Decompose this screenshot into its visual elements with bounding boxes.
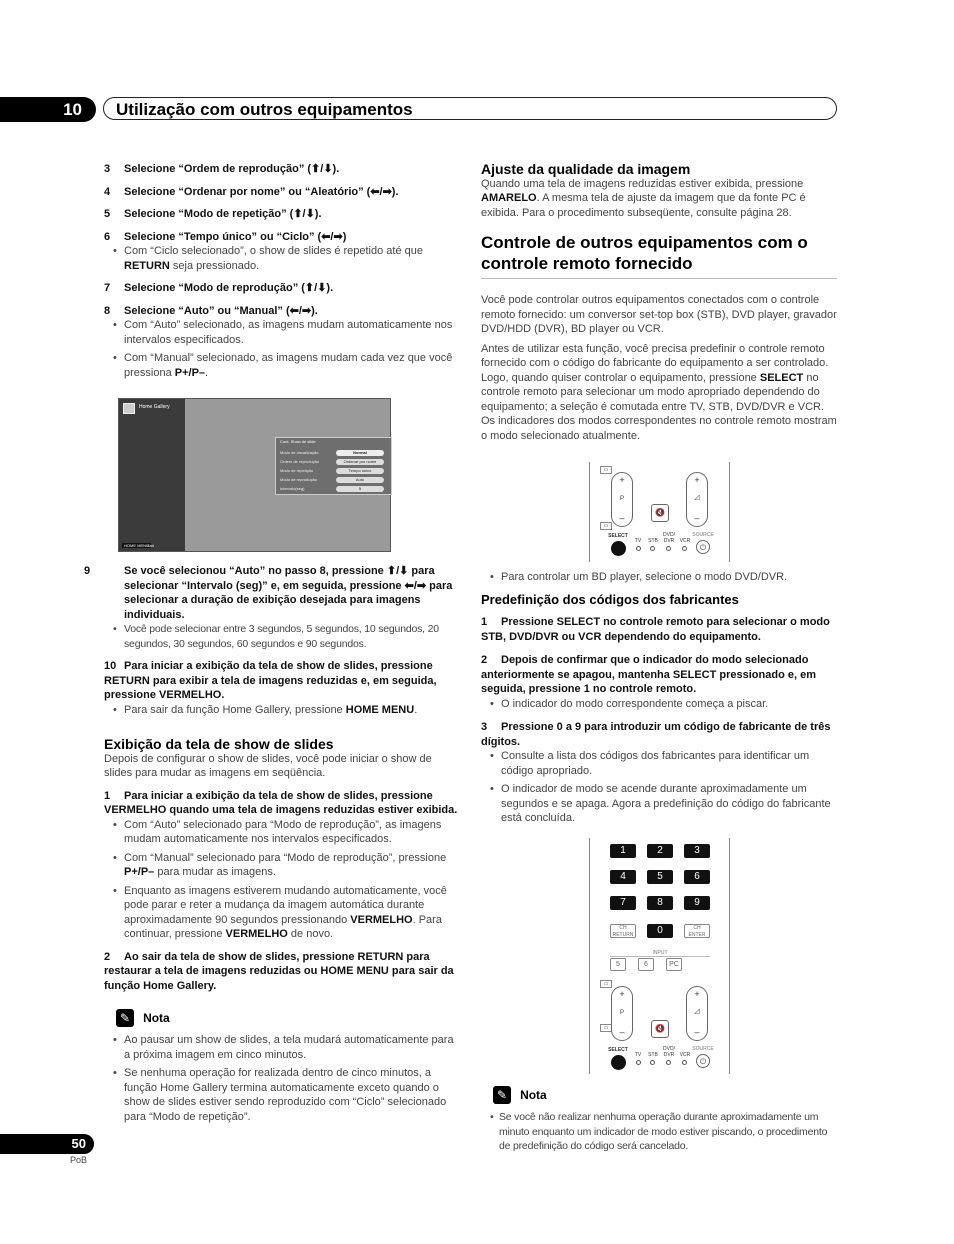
select-label-2: SELECT <box>608 1047 628 1053</box>
input-label: INPUT <box>610 950 710 957</box>
title-rule <box>481 278 837 279</box>
screen-main <box>185 399 390 551</box>
nota-left-bullet-1: • Ao pausar um show de slides, a tela mudará automaticamente para a próxima imagem em cinco minutos. <box>104 1033 460 1062</box>
nota-header-left <box>116 1009 460 1027</box>
dvd-mode-indicator <box>666 546 671 551</box>
screen-footer-key: HOME MENU <box>124 543 149 548</box>
key-5[interactable]: 5 <box>647 870 673 884</box>
stb-mode-indicator <box>650 546 655 551</box>
tv-mode-indicator-2 <box>636 1060 641 1065</box>
chapter-title: Utilização com outros equipamentos <box>103 97 837 120</box>
dialog-value-0: Normal <box>336 450 384 456</box>
screen-footer-label: Sair <box>147 543 155 548</box>
tv-mode-label-2: TV <box>634 1052 642 1058</box>
volume-rocker[interactable] <box>686 472 708 527</box>
stb-mode-label-2: STB <box>648 1052 658 1058</box>
slide-step-2: 2 Ao sair da tela de show de slides, pressione RETURN para restaurar a tela de imagens reduzidas ou HOME MENU para sair da função Home Gallery. <box>104 950 454 992</box>
source-label-2: SOURCE <box>692 1046 714 1052</box>
volume-rocker-2[interactable] <box>686 986 708 1041</box>
dialog-value-2: Tempo único <box>336 468 384 474</box>
preset-step-2: 2 Depois de confirmar que o indicador do modo selecionado anteriormente se apagou, mantenha SELECT pressionado e, em seguida, pressione 1 no controle remoto. <box>481 654 816 695</box>
dvd-mode-label-2: DVD/ <box>663 1046 675 1052</box>
mute-icon-2[interactable]: 🔇 <box>651 1020 669 1038</box>
plus-icon: + <box>619 475 625 485</box>
preset-title: Predefinição dos códigos dos fabricantes <box>481 591 739 607</box>
power-icon[interactable]: ⏻ <box>696 540 710 554</box>
tv-icon-bottom-2: ▭ <box>600 1024 612 1032</box>
nota-title-left: Nota <box>143 1011 170 1025</box>
tv-icon-top: ▭ <box>600 466 612 474</box>
plus-icon-2: + <box>619 989 625 999</box>
key-8[interactable]: 8 <box>647 896 673 910</box>
home-gallery-screenshot <box>118 398 391 552</box>
input-6-button[interactable]: 6 <box>638 958 654 971</box>
dialog-label-2: Modo de repetição <box>280 468 314 473</box>
adj-title: Ajuste da qualidade da imagem <box>481 161 691 177</box>
input-5-button[interactable]: 5 <box>610 958 626 971</box>
p-label: P <box>619 496 624 502</box>
select-button[interactable] <box>611 541 626 556</box>
dvr-mode-label-2: DVR <box>663 1052 675 1058</box>
left-column <box>104 162 460 380</box>
p-label-2: P <box>619 1010 624 1016</box>
tv-icon-top-2: ▭ <box>600 980 612 988</box>
preset-step-3-bullet-2: • O indicador de modo se acende durante aproximadamente um segundos e se apaga. Agora a predefinição do código do fabricante está concluída. <box>481 782 837 826</box>
chapter-number: 10 <box>0 97 96 122</box>
minus-icon: – <box>619 513 625 523</box>
vcr-mode-indicator <box>682 546 687 551</box>
key-0[interactable]: 0 <box>647 924 673 938</box>
dialog-title: Cont. Show de slide <box>280 439 316 444</box>
nota-left-bullet-2: • Se nenhuma operação for realizada dentro de cinco minutos, a função Home Gallery termina automaticamente exceto quando o show de slides estiver sendo reproduzido com “Ciclo” selecionado para “Modo de repetição”. <box>104 1066 460 1124</box>
ctrl-paragraph-2: Antes de utilizar esta função, você precisa predefinir o controle remoto fornecido com o código do fabricante do equipamento a ser controlado. Logo, quando quiser controlar o equipamento, pressione SELECT no controle remoto para selecionar um modo apropriado dependendo do equipamento; a seleção é comutada entre TV, STB, DVD/DVR e VCR. Os indicadores dos modos correspondentes no controle remoto mostram o modo selecionado atualmente. <box>481 342 837 442</box>
ctrl-title: Controle de outros equipamentos com o controle remoto fornecido <box>481 233 808 273</box>
slide-step-1-bullet-3: • Enquanto as imagens estiverem mudando automaticamente, você pode parar e reter a mudança da imagem automática durante aproximadamente 90 segundos pressionando VERMELHO. Para continuar, pressione VERMELHO de novo. <box>104 884 460 942</box>
preset-step-3: 3 Pressione 0 a 9 para introduzir um código de fabricante de três dígitos. <box>481 721 831 748</box>
remote-figure-1 <box>589 462 730 562</box>
dialog-label-0: Modo de visualização <box>280 450 319 455</box>
preset-step-1: 1 Pressione SELECT no controle remoto para selecionar o modo STB, DVD/DVR ou VCR dependendo do equipamento. <box>481 616 830 643</box>
p-rocker[interactable] <box>611 472 633 527</box>
key-4[interactable]: 4 <box>610 870 636 884</box>
dialog-value-1: Ordenar por nome <box>336 459 384 465</box>
dialog-label-3: Modo de reprodução <box>280 477 317 482</box>
step-3: 3 Selecione “Ordem de reprodução” (⬆/⬇). <box>104 163 340 175</box>
vol-minus-icon: – <box>694 513 700 523</box>
volume-ramp-icon-2: ◿ <box>694 1008 700 1015</box>
vcr-mode-indicator-2 <box>682 1060 687 1065</box>
dialog-value-4: 5 <box>336 486 384 492</box>
ch-return-button[interactable]: CH RETURN <box>610 924 636 938</box>
preset-step-2-bullet: • O indicador do modo correspondente começa a piscar. <box>481 697 837 712</box>
select-label: SELECT <box>608 533 628 539</box>
key-9[interactable]: 9 <box>684 896 710 910</box>
nota-right <box>481 1086 837 1154</box>
stb-mode-indicator-2 <box>650 1060 655 1065</box>
right-column-lower <box>481 570 837 826</box>
step-4: 4 Selecione “Ordenar por nome” ou “Aleatório” (⬅/➡). <box>104 185 399 198</box>
slide-step-1-bullet-1: • Com “Auto” selecionado para “Modo de reprodução”, as imagens mudam automaticamente nos intervalos especificados. <box>104 818 460 847</box>
step-8-bullet-2: • Com “Manual” selecionado, as imagens mudam cada vez que você pressiona P+/P–. <box>104 351 460 380</box>
key-7[interactable]: 7 <box>610 896 636 910</box>
step-10: 10 Para iniciar a exibição da tela de show de slides, pressione RETURN para exibir a tela de imagens reduzidas e, em seguida, pressione VERMELHO. <box>104 660 437 701</box>
tv-icon-bottom: ▭ <box>600 522 612 530</box>
gallery-icon <box>123 403 135 414</box>
dialog-label-1: Ordem de reprodução <box>280 459 320 464</box>
section-intro: Depois de configurar o show de slides, você pode iniciar o show de slides para mudar as imagens em seqüência. <box>104 752 432 779</box>
slide-step-1: 1 Para iniciar a exibição da tela de show de slides, pressione VERMELHO quando uma tela de imagens reduzidas estiver exibida. <box>104 789 458 816</box>
mute-icon[interactable]: 🔇 <box>651 504 669 522</box>
screen-sidebar <box>119 399 185 551</box>
dvd-mode-label: DVD/ <box>663 532 675 538</box>
preset-step-3-bullet-1: • Consulte a lista dos códigos dos fabricantes para identificar um código apropriado. <box>481 749 837 778</box>
step-7: 7 Selecione “Modo de reprodução” (⬆/⬇). <box>104 282 334 294</box>
dvd-mode-indicator-2 <box>666 1060 671 1065</box>
vcr-mode-label: VCR <box>679 538 691 544</box>
select-button-2[interactable] <box>611 1055 626 1070</box>
pencil-note-icon: ✎ <box>116 1009 134 1027</box>
tv-mode-indicator <box>636 546 641 551</box>
volume-ramp-icon: ◿ <box>694 494 700 501</box>
remote-figure-2 <box>589 838 730 1074</box>
pencil-note-icon-2: ✎ <box>493 1086 511 1104</box>
key-2[interactable]: 2 <box>647 844 673 858</box>
nota-title-right: Nota <box>520 1088 547 1102</box>
vol-plus-icon-2: + <box>694 989 700 999</box>
ch-enter-button[interactable]: CH ENTER <box>684 924 710 938</box>
p-rocker-2[interactable] <box>611 986 633 1041</box>
vcr-mode-label-2: VCR <box>679 1052 691 1058</box>
minus-icon-2: – <box>619 1027 625 1037</box>
nota-right-bullet-1: • Se você não realizar nenhuma operação durante aproximadamente um minuto enquanto um indicador de modo estiver piscando, o procedimento de predefinição do código será cancelado. <box>481 1110 837 1154</box>
dialog-label-4: Intervalo(seg) <box>280 486 305 491</box>
slide-step-1-bullet-2: • Com “Manual” selecionado para “Modo de reprodução”, pressione P+/P– para mudar as imagens. <box>104 851 460 880</box>
bd-bullet: • Para controlar um BD player, selecione o modo DVD/DVR. <box>481 570 837 585</box>
step-6: 6 Selecione “Tempo único” ou “Ciclo” (⬅/➡) <box>104 230 347 243</box>
vol-minus-icon-2: – <box>694 1027 700 1037</box>
key-6[interactable]: 6 <box>684 870 710 884</box>
ctrl-paragraph-1: Você pode controlar outros equipamentos conectados com o controle remoto fornecido: um conversor set-top box (STB), DVD player, gravador DVD/HDD (DVR), BD player ou VCR. <box>481 294 837 335</box>
step-10-bullet: • Para sair da função Home Gallery, pressione HOME MENU. <box>104 703 460 718</box>
right-column <box>481 162 837 443</box>
power-icon-2[interactable]: ⏻ <box>696 1054 710 1068</box>
language-code: PoB <box>70 1155 88 1165</box>
input-pc-button[interactable]: PC <box>666 958 682 971</box>
key-1[interactable]: 1 <box>610 844 636 858</box>
tv-mode-label: TV <box>634 538 642 544</box>
adj-paragraph: Quando uma tela de imagens reduzidas estiver exibida, pressione AMARELO. A mesma tela de ajuste da imagem que da fonte PC é exibida. Para o procedimento subseqüente, consulte página 28. <box>481 177 806 219</box>
step-5: 5 Selecione “Modo de repetição” (⬆/⬇). <box>104 208 322 220</box>
step-9-bullet: • Você pode selecionar entre 3 segundos, 5 segundos, 10 segundos, 20 segundos, 30 segundos, 60 segundos e 90 segundos. <box>104 622 460 651</box>
key-3[interactable]: 3 <box>684 844 710 858</box>
source-label: SOURCE <box>692 532 714 538</box>
slideshow-dialog <box>275 437 392 495</box>
section-title-slideshow: Exibição da tela de show de slides <box>104 736 334 752</box>
step-8-bullet-1: • Com “Auto” selecionado, as imagens mudam automaticamente nos intervalos especificados. <box>104 318 460 347</box>
step-9: 9 Se você selecionou “Auto” no passo 8, pressione ⬆/⬇ para selecionar “Intervalo (seg)” e, em seguida, pressione ⬅/➡ para selecionar a duração de exibição desejada para imagens individuais. <box>84 565 453 621</box>
dialog-value-3: Auto <box>336 477 384 483</box>
step-6-bullet: • Com “Ciclo selecionado”, o show de slides é repetido até que RETURN seja pressionado. <box>104 244 460 273</box>
step-8: 8 Selecione “Auto” ou “Manual” (⬅/➡). <box>104 304 318 317</box>
stb-mode-label: STB <box>648 538 658 544</box>
screen-app-title: Home Gallery <box>139 404 170 410</box>
dvr-mode-label: DVR <box>663 538 675 544</box>
page-number: 50 <box>0 1134 94 1154</box>
vol-plus-icon: + <box>694 475 700 485</box>
nota-header-right <box>493 1086 837 1104</box>
left-column-lower <box>84 564 460 1124</box>
